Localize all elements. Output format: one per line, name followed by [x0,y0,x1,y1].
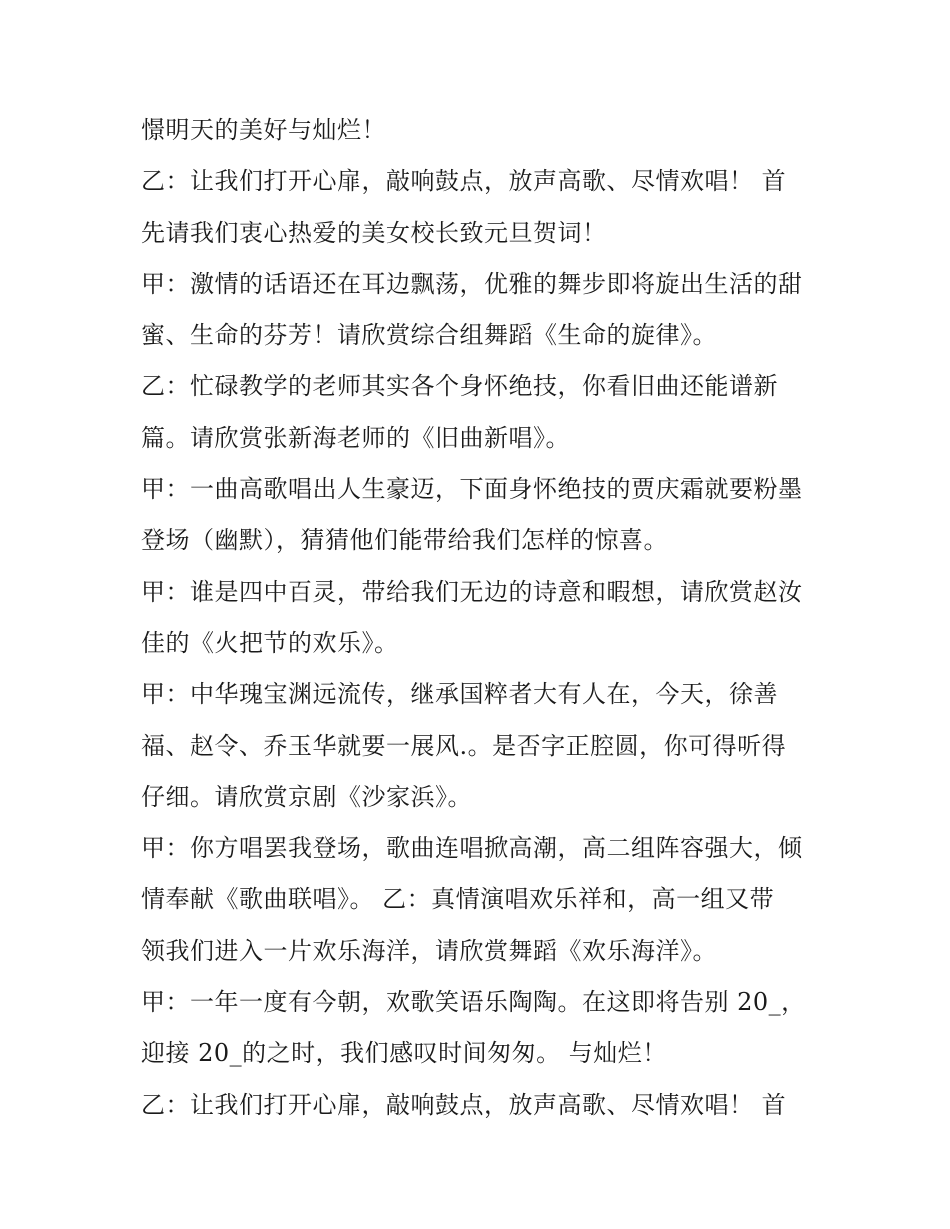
text-line-2: 乙：让我们打开心扉，敲响鼓点，放声高歌、尽情欢唱！ 首 [141,167,787,196]
text-line-14: 仔细。请欣赏京剧《沙家浜》。 [141,782,472,811]
text-line-19: 迎接 20_的之时，我们感叹时间匆匆。 与灿烂！ [141,1039,667,1068]
text-line-5: 蜜、生命的芬芳！请欣赏综合组舞蹈《生命的旋律》。 [141,321,717,350]
text-line-7: 篇。请欣赏张新海老师的《旧曲新唱》。 [141,423,570,452]
text-line-15: 甲：你方唱罢我登场，歌曲连唱掀高潮，高二组阵容强大，倾 [141,834,803,863]
text-line-20: 乙：让我们打开心扉，敲响鼓点，放声高歌、尽情欢唱！ 首 [141,1090,787,1119]
text-line-13: 福、赵令、乔玉华就要一展风.。是否字正腔圆，你可得听得 [141,731,787,760]
document-body [141,108,821,1134]
text-line-16: 情奉献《歌曲联唱》。 乙：真情演唱欢乐祥和，高一组又带 [141,885,775,914]
text-line-6: 乙：忙碌教学的老师其实各个身怀绝技，你看旧曲还能谱新 [141,372,778,401]
text-line-10: 甲：谁是四中百灵，带给我们无边的诗意和暇想，请欣赏赵汝 [141,577,803,606]
text-line-9: 登场（幽默），猜猜他们能带给我们怎样的惊喜。 [141,526,668,555]
text-line-8: 甲：一曲高歌唱出人生豪迈，下面身怀绝技的贾庆霜就要粉墨 [141,475,803,504]
text-line-12: 甲：中华瑰宝渊远流传，继承国粹者大有人在，今天，徐善 [141,680,778,709]
text-line-4: 甲：激情的话语还在耳边飘荡，优雅的舞步即将旋出生活的甜 [141,269,803,298]
text-line-17: 领我们进入一片欢乐海洋，请欣赏舞蹈《欢乐海洋》。 [141,936,717,965]
text-line-1: 憬明天的美好与灿烂！ [141,116,386,144]
text-line-18: 甲：一年一度有今朝，欢歌笑语乐陶陶。在这即将告别 20_， [141,988,806,1017]
text-line-3: 先请我们衷心热爱的美女校长致元旦贺词！ [141,218,607,247]
text-line-11: 佳的《火把节的欢乐》。 [141,628,399,657]
